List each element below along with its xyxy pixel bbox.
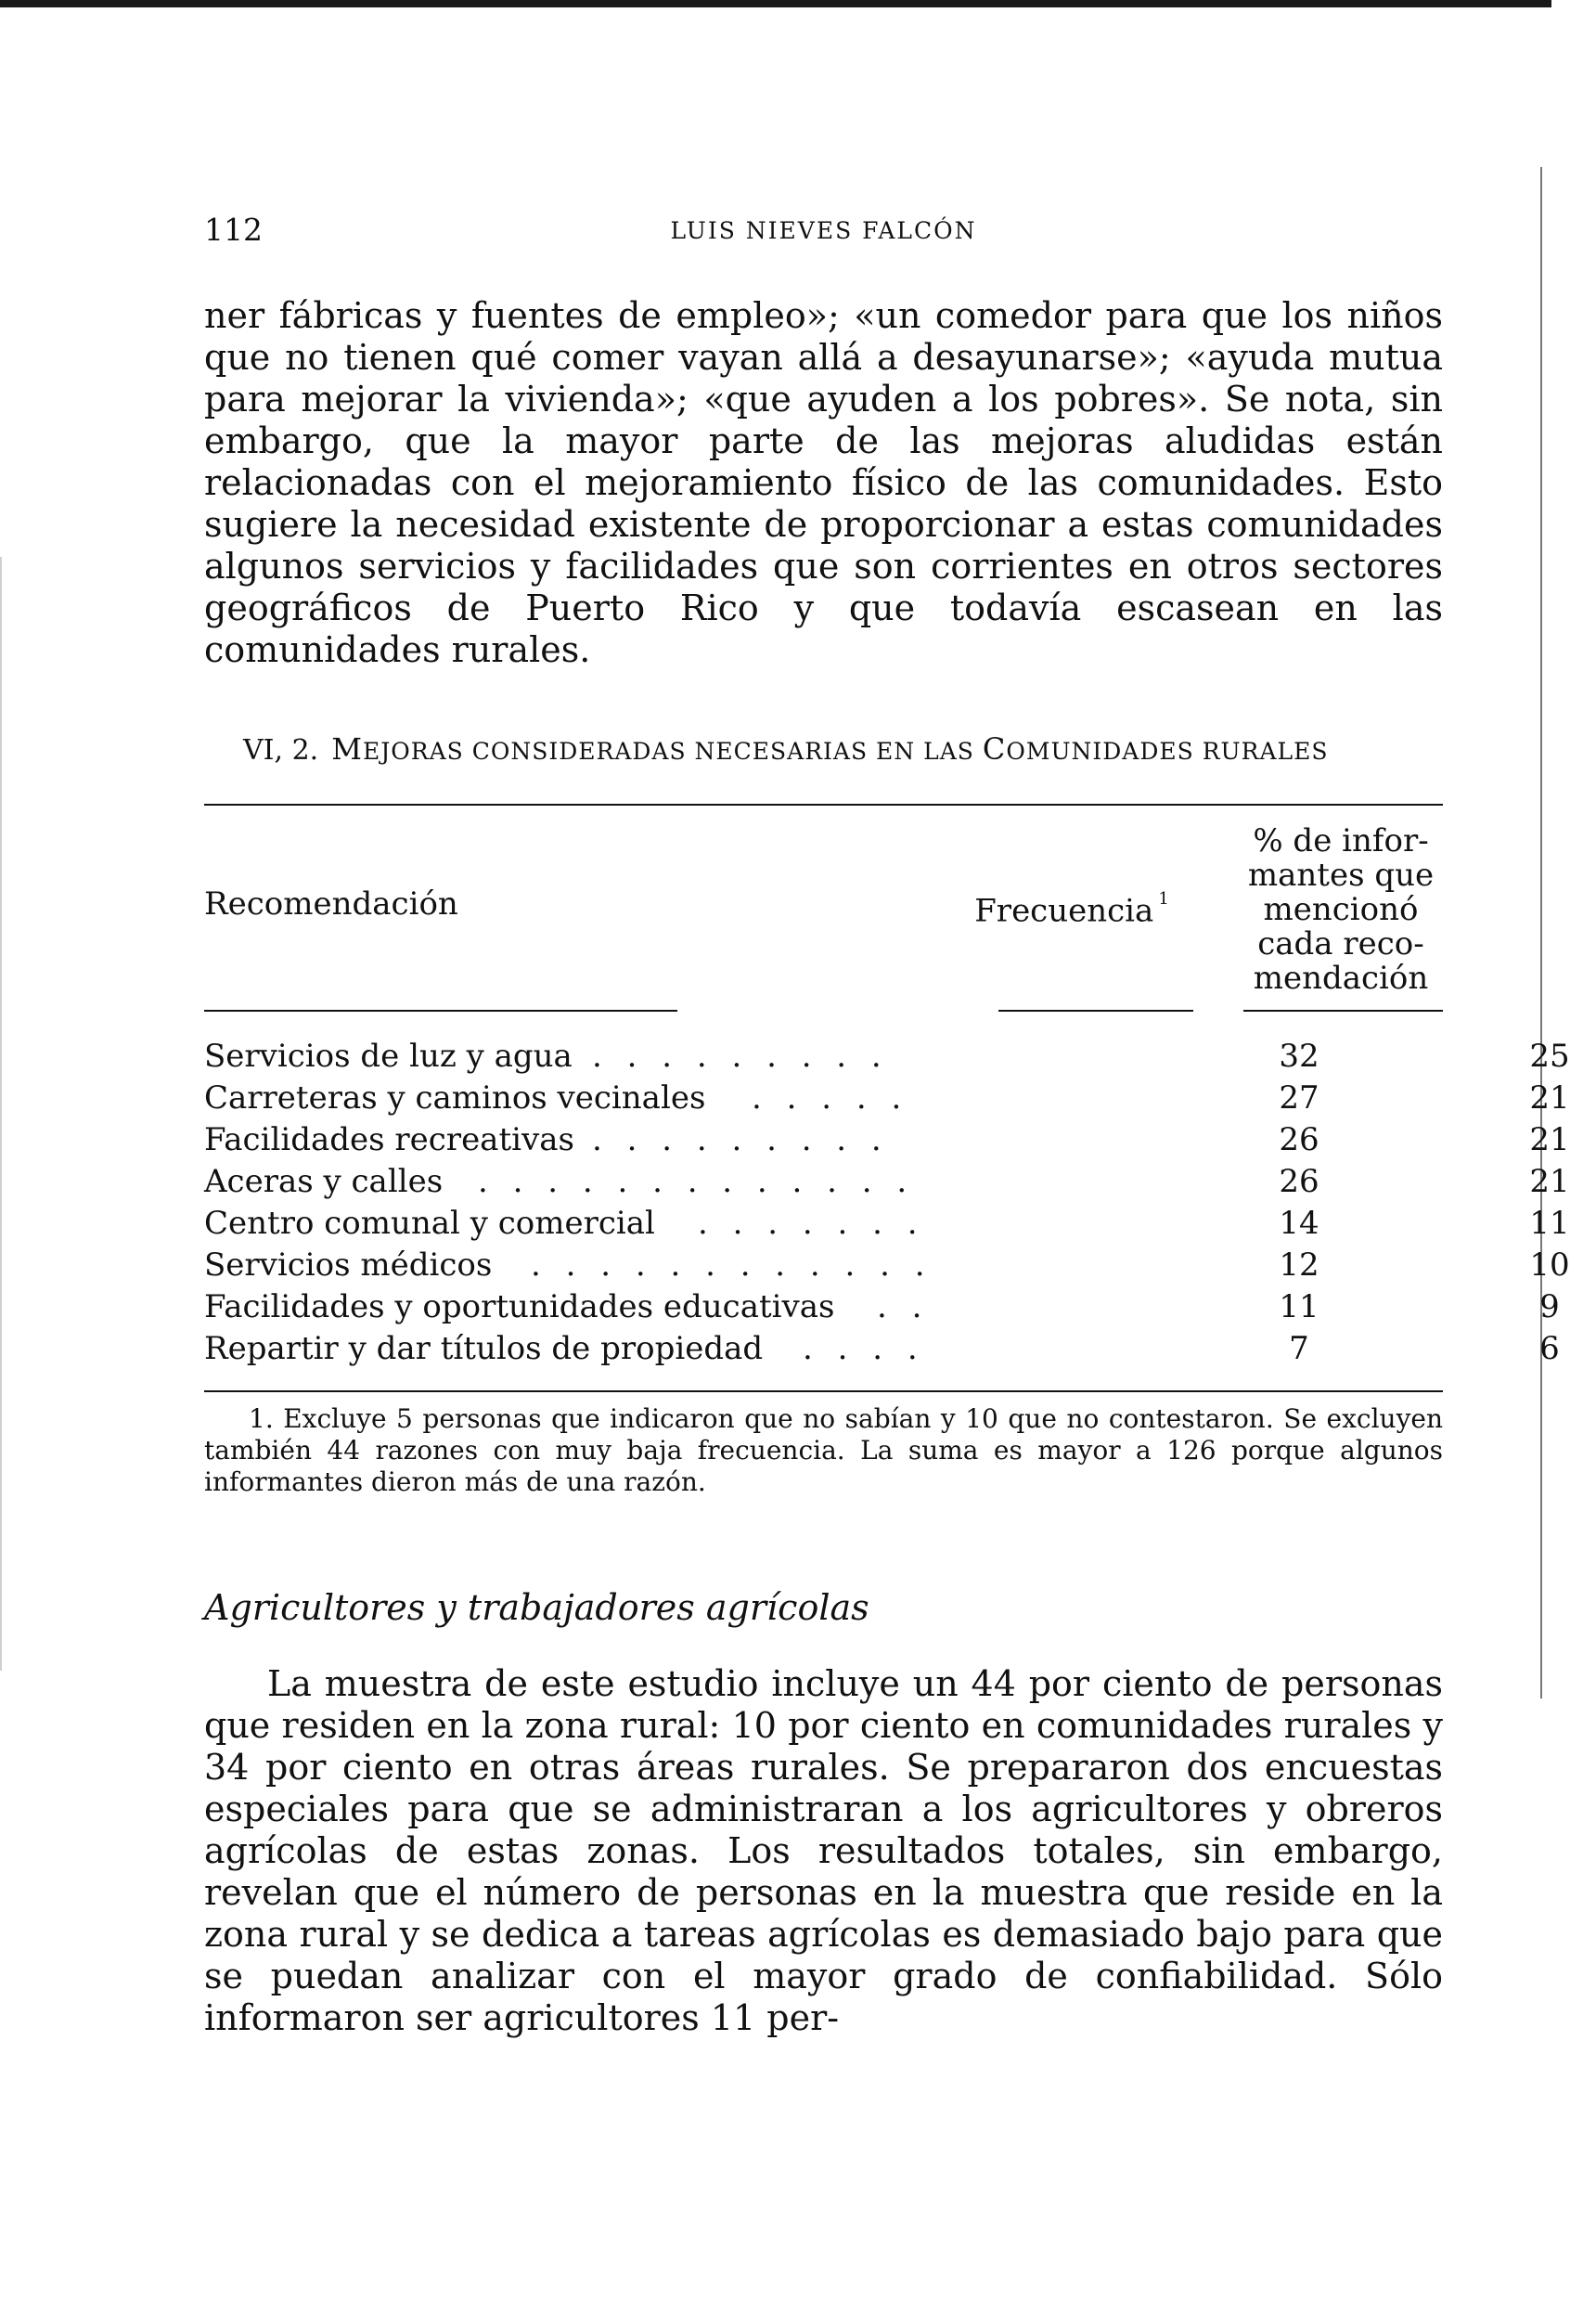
row-frequency: 7 — [1289, 1330, 1309, 1367]
table-top-rule — [204, 804, 1443, 806]
left-scan-edge — [0, 557, 2, 1671]
header-percent-line: mencionó — [1263, 891, 1419, 928]
header-percent-line: mendación — [1253, 960, 1429, 997]
row-percent: 6 — [1539, 1330, 1560, 1367]
row-label: Facilidades recreativas — [204, 1121, 574, 1158]
row-leader-dots: . . . . . . . . . . . . — [531, 1246, 933, 1284]
table-bottom-rule — [204, 1390, 1443, 1392]
top-border-line — [0, 0, 1551, 7]
row-label: Repartir y dar títulos de propiedad — [204, 1330, 764, 1367]
row-leader-dots: . . . . . . . . . . . . . — [478, 1163, 915, 1200]
section-paragraph: La muestra de este estudio incluye un 44 por ciento de personas que residen en la zona rural: 10 por ciento en comunidades rurales y 34 por ciento en otras áreas rurales. Se prepararon dos encuestas especiales para que se administraran a los agricultores y obreros agrícolas de estas zonas. Los resultados totales, sin embargo, revelan que el número de personas en la muestra que reside en la zona rural y se dedica a tareas agrícolas es demasiado bajo para que se puedan analizar con el mayor grado de confiabilidad. Sólo informaron ser agricultores 11 per- — [204, 1663, 1443, 2038]
right-scan-edge — [1540, 167, 1542, 1698]
row-percent: 21 — [1529, 1121, 1570, 1158]
row-frequency: 12 — [1279, 1246, 1319, 1284]
table-row — [204, 1246, 1570, 1288]
row-label: Servicios médicos — [204, 1246, 493, 1284]
row-label: Facilidades y oportunidades educativas — [204, 1288, 835, 1325]
table-footnote: 1. Excluye 5 personas que indicaron que no sabían y 10 que no contestaron. Se excluyen también 44 razones con muy baja frecuencia. La suma es mayor a 126 porque algunos informantes dieron más de una razón. — [204, 1403, 1443, 1497]
table-row — [204, 1121, 1570, 1163]
row-percent: 11 — [1529, 1205, 1570, 1242]
table-row — [204, 1288, 1560, 1330]
row-percent: 9 — [1539, 1288, 1560, 1325]
table-row — [204, 1079, 1570, 1121]
section-title: Agricultores y trabajadores agrícolas — [204, 1587, 869, 1628]
caption-text-1: EJORAS CONSIDERADAS NECESARIAS EN LAS — [362, 738, 983, 765]
caption-text-2: OMUNIDADES RURALES — [1006, 738, 1329, 765]
running-head: LUIS NIEVES FALCÓN — [670, 217, 977, 244]
row-leader-dots: . . . . . . . — [698, 1205, 925, 1242]
row-leader-dots: . . . . . — [752, 1079, 909, 1117]
row-label: Carreteras y caminos vecinales — [204, 1079, 706, 1117]
header-rule-recommendation — [204, 1010, 677, 1012]
header-percent-line: mantes que — [1247, 857, 1435, 894]
page-header — [204, 212, 1443, 252]
intro-paragraph: ner fábricas y fuentes de empleo»; «un comedor para que los niños que no tienen qué comer vayan allá a desayunarse»; «ayuda mutua para mejorar la vivienda»; «que ayuden a los pobres». Se nota, sin embargo, que la mayor parte de las mejoras aludidas están relacionadas con el mejoramiento físico de las comunidades. Esto sugiere la necesidad existente de proporcionar a estas comunidades algunos servicios y facilidades que son corrientes en otros sectores geográficos de Puerto Rico y que todavía escasean en las comunidades rurales. — [204, 295, 1443, 670]
row-frequency: 26 — [1279, 1121, 1319, 1158]
header-frequency — [937, 887, 1206, 928]
row-label: Centro comunal y comercial — [204, 1205, 655, 1242]
table-row — [204, 1163, 1570, 1205]
caption-initial-2: C — [982, 731, 1007, 767]
row-frequency: 11 — [1279, 1288, 1319, 1325]
header-percent-line: % de infor- — [1253, 822, 1429, 859]
table-row — [204, 1038, 1570, 1079]
header-rule-frequency — [998, 1010, 1193, 1012]
row-label: Servicios de luz y agua — [204, 1038, 573, 1075]
row-leader-dots: . . . . . . . . . — [592, 1038, 889, 1075]
row-leader-dots: . . — [877, 1288, 930, 1325]
row-frequency: 14 — [1279, 1205, 1319, 1242]
table-caption — [243, 731, 1328, 767]
table-row — [204, 1330, 1560, 1372]
header-recommendation: Recomendación — [204, 885, 458, 923]
header-frequency-label: Frecuencia — [974, 892, 1154, 930]
row-percent: 21 — [1529, 1163, 1570, 1200]
row-percent: 21 — [1529, 1079, 1570, 1117]
row-frequency: 27 — [1279, 1079, 1319, 1117]
header-rule-percent — [1243, 1010, 1443, 1012]
table-number: VI, 2. — [243, 734, 319, 767]
header-percent — [1234, 824, 1448, 996]
row-label: Aceras y calles — [204, 1163, 444, 1200]
table-row — [204, 1205, 1570, 1246]
row-percent: 10 — [1529, 1246, 1570, 1284]
header-percent-line: cada reco- — [1257, 925, 1424, 962]
row-percent: 25 — [1529, 1038, 1570, 1075]
row-leader-dots: . . . . — [803, 1330, 925, 1367]
caption-initial-1: M — [331, 731, 363, 767]
row-frequency: 26 — [1279, 1163, 1319, 1200]
frequency-footnote-marker: 1 — [1158, 889, 1169, 909]
row-leader-dots: . . . . . . . . . — [592, 1121, 889, 1158]
page-number: 112 — [204, 212, 263, 248]
row-frequency: 32 — [1279, 1038, 1319, 1075]
